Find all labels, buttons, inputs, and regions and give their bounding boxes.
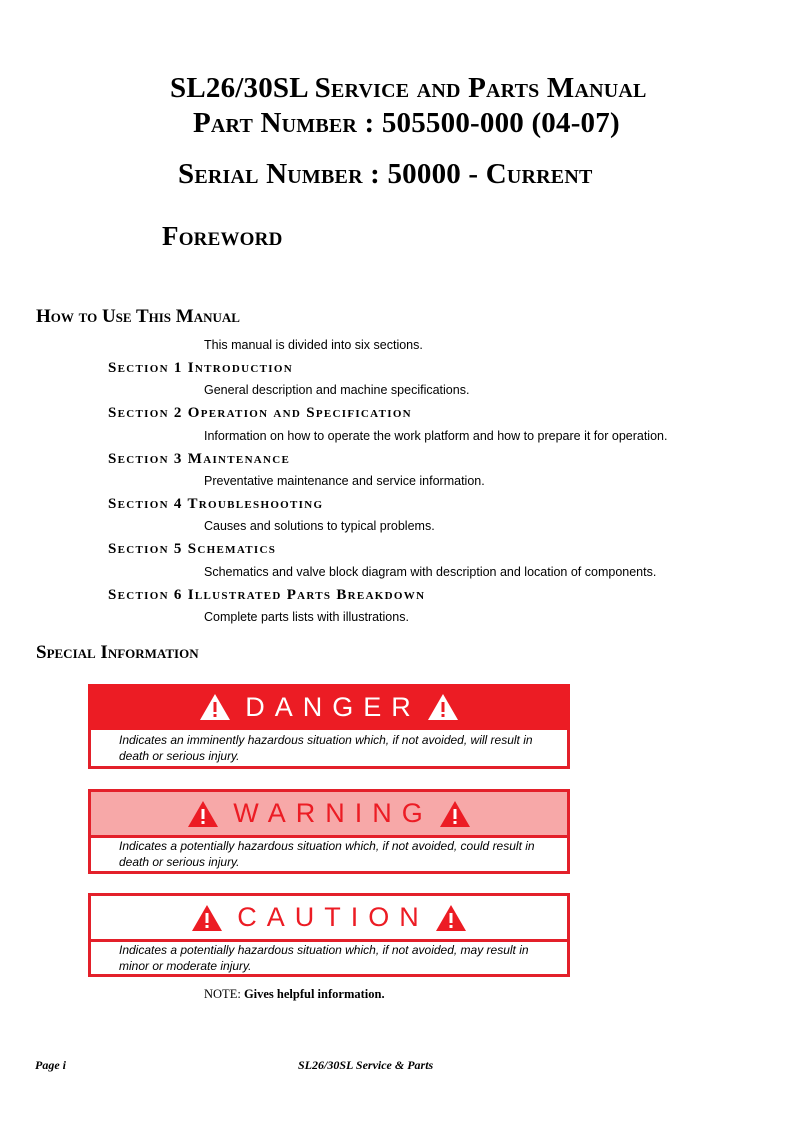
warning-triangle-icon [191, 904, 223, 932]
warning-triangle-icon [427, 693, 459, 721]
warning-description: Indicates a potentially hazardous situation which, if not avoided, could result in death or serious injury. [119, 839, 535, 869]
section-label: Section 2 [108, 405, 183, 421]
danger-label: DANGER [245, 691, 421, 722]
section-heading [108, 360, 293, 377]
serial-number: Serial Number : 50000 - Current [178, 158, 593, 190]
manual-title: SL26/30SL Service and Parts Manual [170, 72, 647, 104]
section-title: Introduction [187, 360, 293, 376]
caution-banner [91, 896, 567, 942]
caution-description: Indicates a potentially hazardous situation which, if not avoided, may result in minor or moderate injury. [119, 943, 529, 973]
section-description: Complete parts lists with illustrations. [204, 610, 409, 624]
caution-label: CAUTION [237, 902, 429, 932]
section-title: Troubleshooting [187, 496, 324, 512]
note [204, 987, 385, 1002]
danger-banner [88, 684, 570, 730]
foreword-heading: Foreword [162, 221, 283, 251]
section-label: Section 6 [108, 587, 183, 603]
section-title: Operation and Specification [187, 405, 412, 421]
warning-banner [91, 792, 567, 838]
section-description: Preventative maintenance and service information. [204, 474, 485, 488]
caution-box [88, 893, 570, 977]
warning-label: WARNING [233, 798, 433, 828]
section-heading [108, 541, 276, 558]
section-label: Section 3 [108, 451, 183, 467]
section-heading [108, 451, 290, 468]
warning-box [88, 789, 570, 874]
page-number: Page i [35, 1058, 66, 1072]
section-description: Schematics and valve block diagram with description and location of components. [204, 565, 657, 579]
danger-description: Indicates an imminently hazardous situation which, if not avoided, will result in death or serious injury. [119, 733, 533, 763]
section-heading [108, 496, 323, 513]
section-description: Information on how to operate the work platform and how to prepare it for operation. [204, 429, 668, 443]
how-to-use-heading: How to Use This Manual [36, 306, 240, 327]
section-description: Causes and solutions to typical problems. [204, 519, 435, 533]
part-number: Part Number : 505500-000 (04-07) [193, 107, 620, 139]
section-description: General description and machine specifications. [204, 383, 470, 397]
footer-doc-title: SL26/30SL Service & Parts [298, 1058, 434, 1072]
warning-triangle-icon [187, 800, 219, 828]
section-title: Maintenance [187, 451, 291, 467]
note-label: NOTE: [204, 987, 241, 1001]
warning-triangle-icon [199, 693, 231, 721]
warning-triangle-icon [439, 800, 471, 828]
note-text: Gives helpful information. [243, 987, 385, 1001]
section-title: Illustrated Parts Breakdown [187, 587, 426, 603]
danger-box [88, 684, 570, 769]
section-label: Section 5 [108, 541, 183, 557]
section-heading [108, 405, 412, 422]
special-information-heading: Special Information [36, 642, 199, 663]
sections-intro: This manual is divided into six sections. [204, 338, 423, 352]
section-label: Section 4 [108, 496, 183, 512]
section-label: Section 1 [108, 360, 183, 376]
section-heading [108, 587, 425, 604]
section-title: Schematics [187, 541, 277, 557]
warning-triangle-icon [435, 904, 467, 932]
